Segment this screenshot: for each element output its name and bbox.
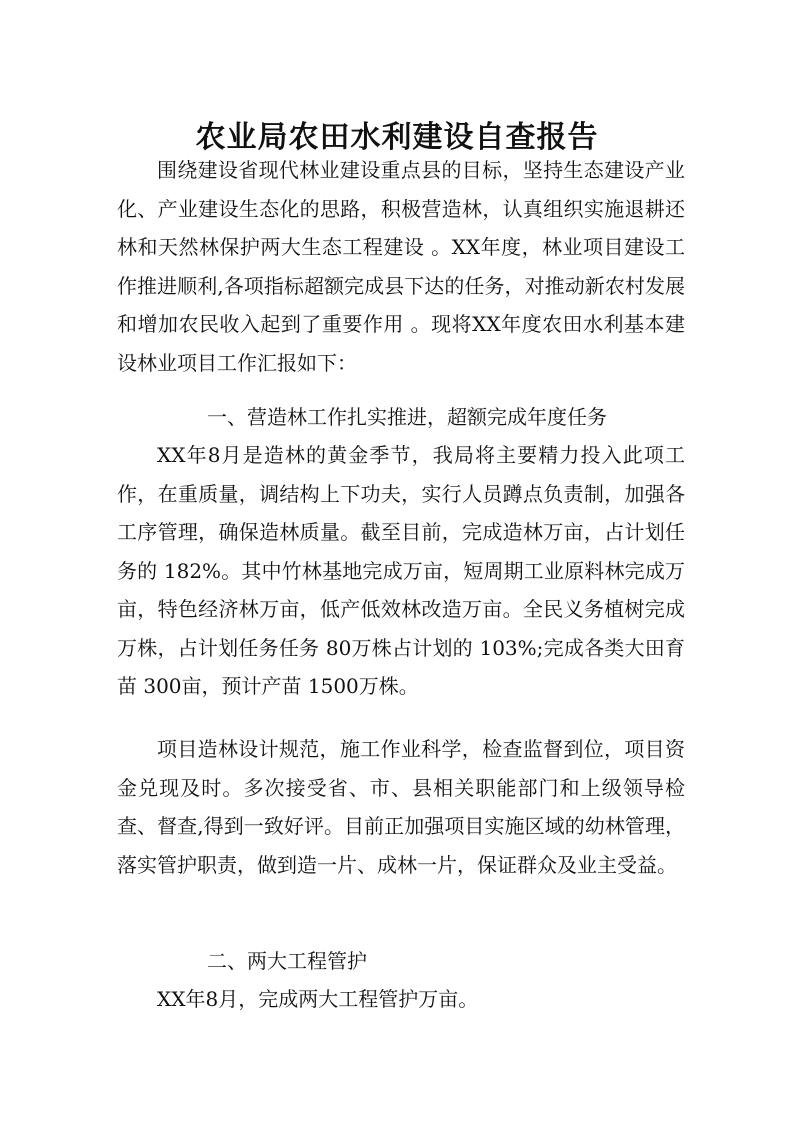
paragraph-text: XX年8月是造林的黄金季节，我局将主要精力投入此项工作，在重质量，调结构上下功夫，实行人员蹲点负责制，加强各工序管理，确保造林质量。截至目前，完成造林万亩，占计划任务的 182%。其中竹林基地完成万亩，短周期工业原料林完成万亩，特色经济林万亩，低产低效林改造万亩。全民义务植树完成万株，占计划任务任务 80万株占计划的 103%;完成各类大田育苗 300亩，预计产苗 1500万株。	[117, 443, 685, 698]
section-1-paragraph-2	[117, 730, 685, 884]
section-heading-1	[117, 398, 685, 437]
section-heading-2	[117, 942, 685, 981]
document-title: 农业局农田水利建设自查报告	[195, 120, 599, 156]
intro-paragraph	[117, 151, 685, 382]
paragraph-text: XX年8月，完成两大工程管护万亩。	[157, 987, 479, 1011]
heading-text: 二、两大工程管护	[207, 949, 367, 973]
section-2-paragraph-1	[117, 980, 685, 1019]
paragraph-text: 项目造林设计规范，施工作业科学，检查监督到位，项目资金兑现及时。多次接受省、市、县相关职能部门和上级领导检查、督查,得到一致好评。目前正加强项目实施区域的幼林管理，落实管护职责，做到造一片、成林一片，保证群众及业主受益。	[117, 737, 685, 877]
paragraph-text: 围绕建设省现代林业建设重点县的目标，坚持生态建设产业化、产业建设生态化的思路，积极营造林，认真组织实施退耕还林和天然林保护两大生态工程建设 。XX年度，林业项目建设工作推进顺利,各项指标超额完成县下达的任务，对推动新农村发展和增加农民收入起到了重要作用 。现将XX年度农田水利基本建设林业项目工作汇报如下：	[117, 158, 685, 375]
section-1-paragraph-1	[117, 436, 685, 706]
heading-text: 一、营造林工作扎实推进，超额完成年度任务	[207, 405, 607, 429]
